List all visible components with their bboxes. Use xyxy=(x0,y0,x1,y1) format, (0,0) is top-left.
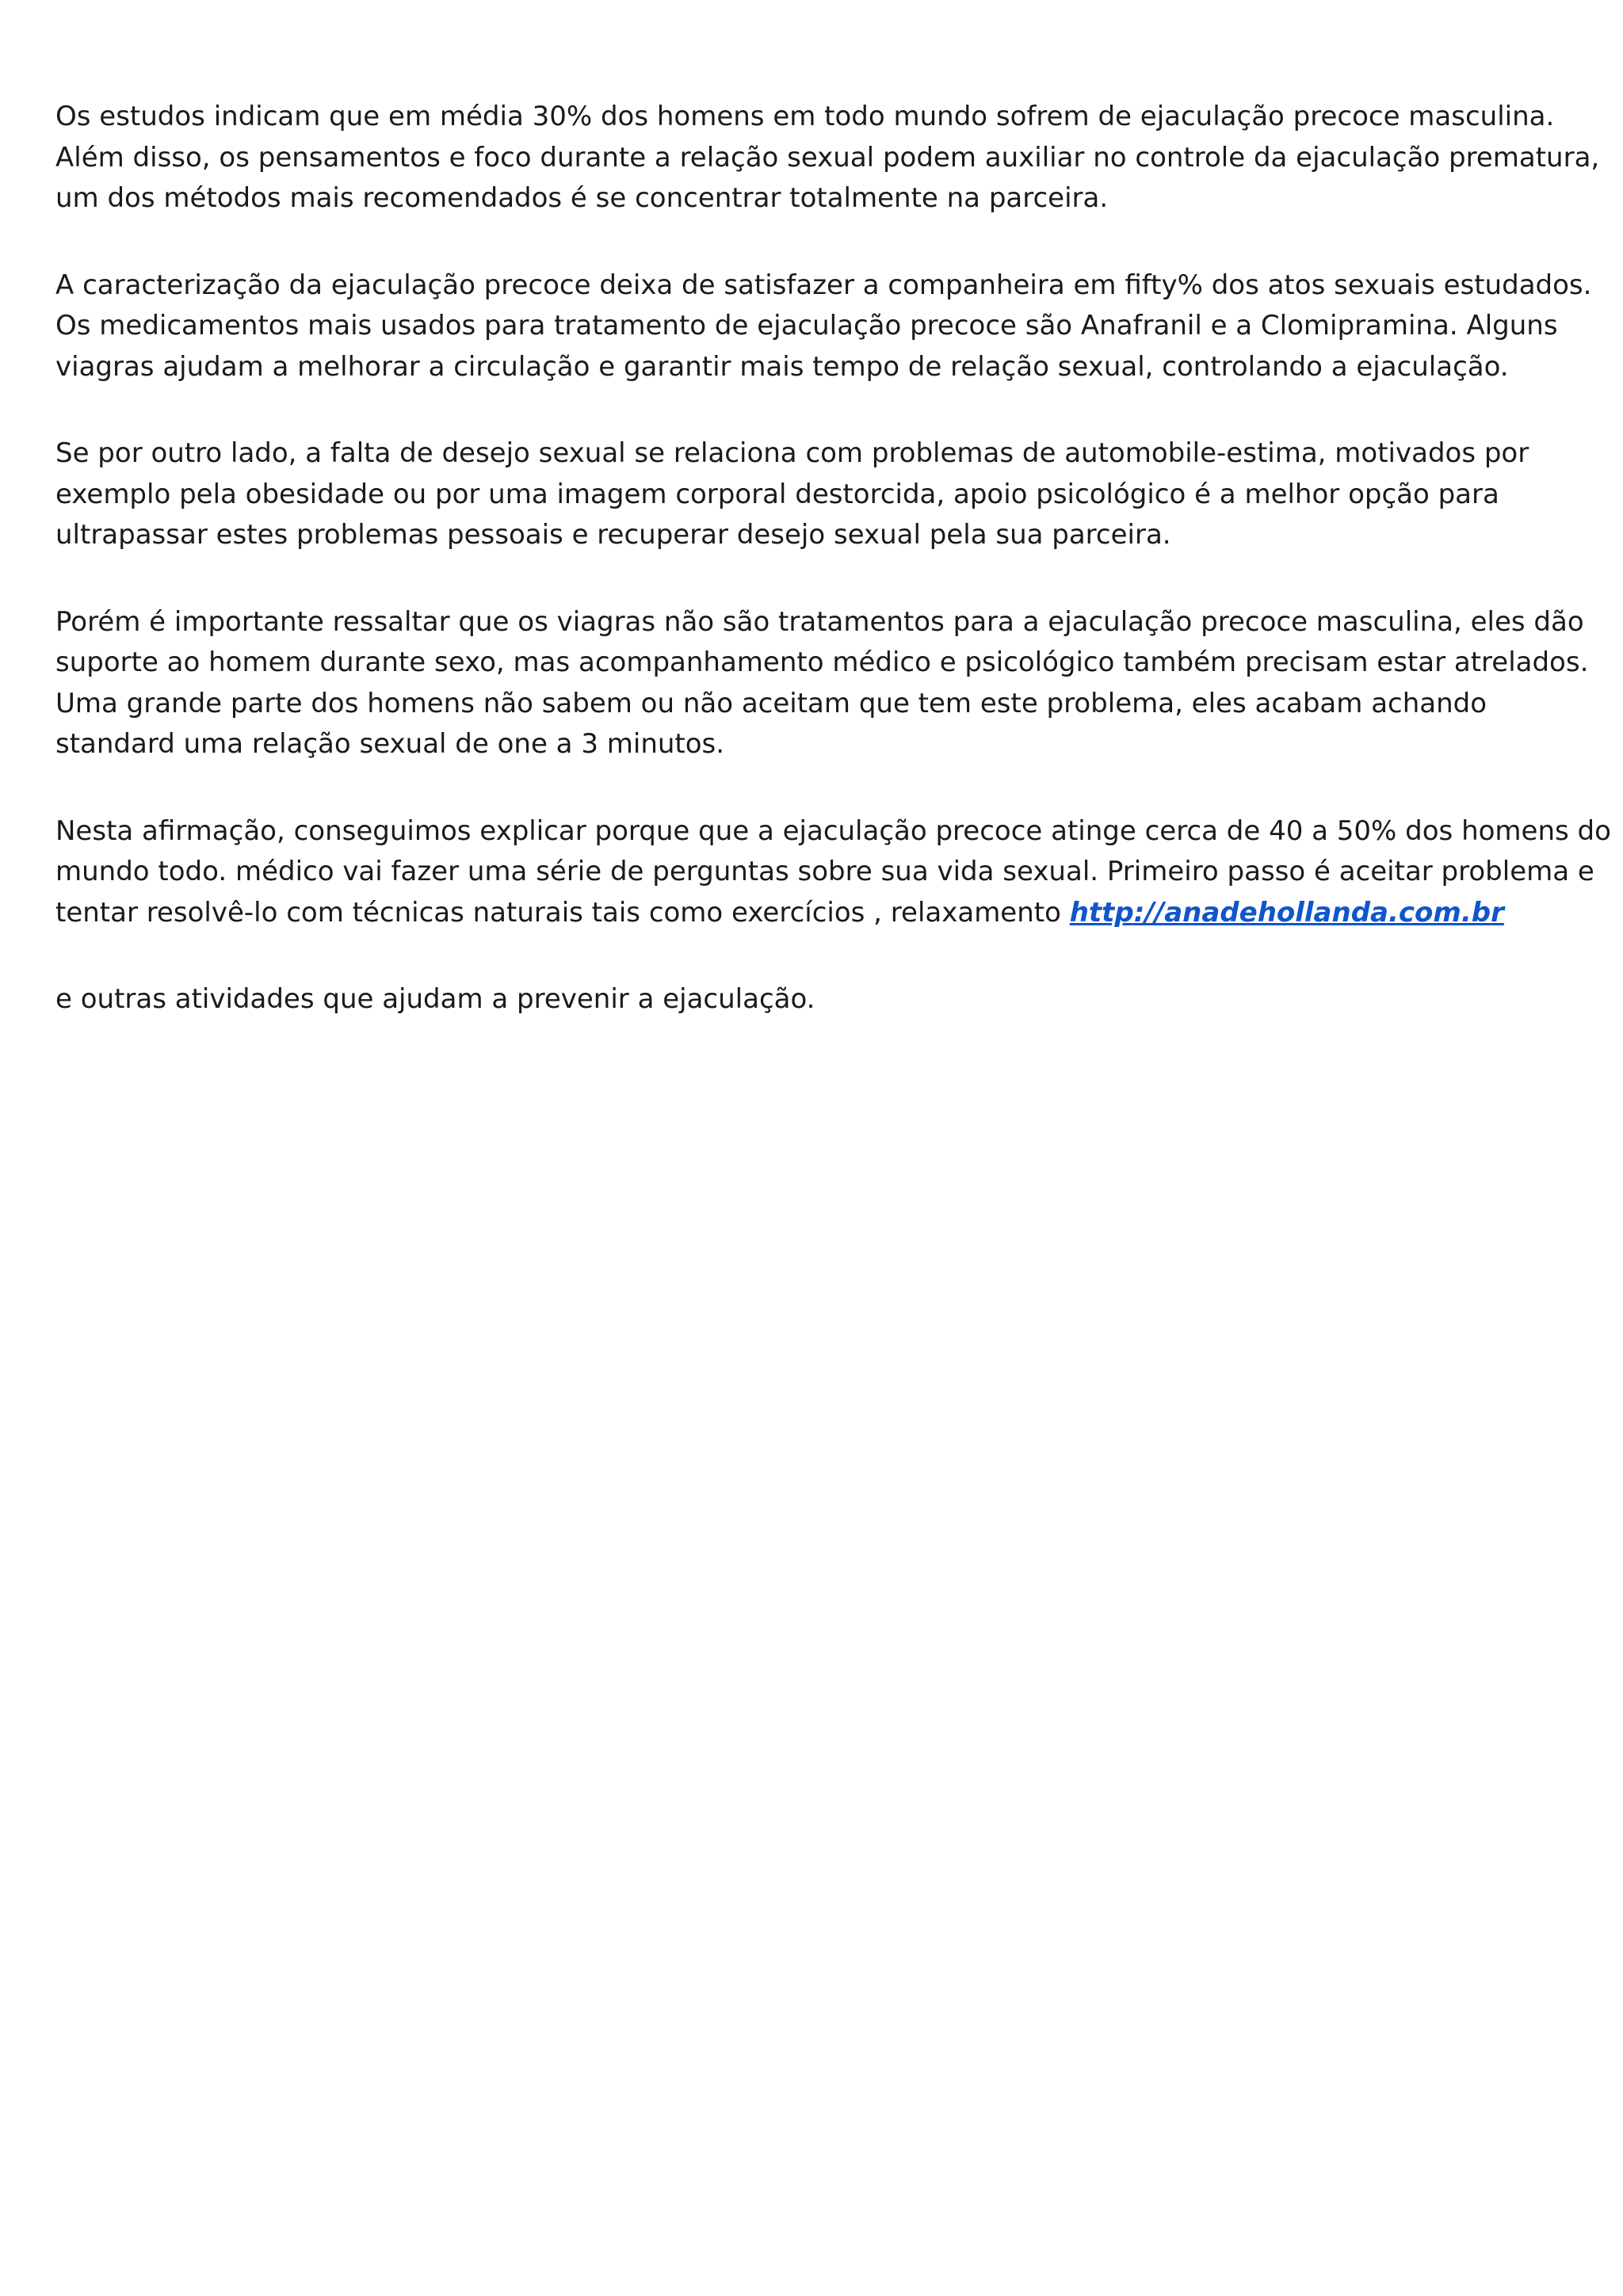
paragraph-line: Uma grande parte dos homens não sabem ou não aceitam que tem este problema, eles acabam achando xyxy=(55,687,1487,719)
paragraph-2 xyxy=(55,265,1592,388)
paragraph-4 xyxy=(55,602,1589,765)
paragraph-line: viagras ajudam a melhorar a circulação e garantir mais tempo de relação sexual, controlando a ejaculação. xyxy=(55,350,1509,383)
paragraph-line: Porém é importante ressaltar que os viagras não são tratamentos para a ejaculação precoce masculina, eles dão xyxy=(55,605,1584,638)
paragraph-line-with-link xyxy=(55,893,1585,934)
paragraph-line: Além disso, os pensamentos e foco durante a relação sexual podem auxiliar no controle da ejaculação prematura, xyxy=(55,141,1600,174)
paragraph-line: um dos métodos mais recomendados é se concentrar totalmente na parceira. xyxy=(55,182,1109,214)
website-link[interactable]: http://anadehollanda.com.br xyxy=(1069,896,1504,929)
document-body xyxy=(55,97,1611,1066)
paragraph-line: Se por outro lado, a falta de desejo sexual se relaciona com problemas de automobile-estima, motivados por xyxy=(55,437,1529,469)
link-prefix-text: tentar resolvê-lo com técnicas naturais tais como exercícios , relaxamento xyxy=(55,896,1070,929)
paragraph-6 xyxy=(55,979,1585,1020)
paragraph-line: Nesta afirmação, conseguimos explicar porque que a ejaculação precoce atinge cerca de 40 a 50% dos homens do xyxy=(55,814,1611,847)
paragraph-3 xyxy=(55,433,1585,556)
paragraph-line: exemplo pela obesidade ou por uma imagem corporal destorcida, apoio psicológico é a melhor opção para xyxy=(55,478,1499,510)
paragraph-line: ultrapassar estes problemas pessoais e recuperar desejo sexual pela sua parceira. xyxy=(55,519,1171,551)
paragraph-line: e outras atividades que ajudam a prevenir a ejaculação. xyxy=(55,983,815,1015)
paragraph-line: Os medicamentos mais usados para tratamento de ejaculação precoce são Anafranil e a Clomipramina. Alguns xyxy=(55,310,1558,341)
paragraph-5 xyxy=(55,811,1611,934)
paragraph-1 xyxy=(55,97,1600,219)
paragraph-line: mundo todo. médico vai fazer uma série de perguntas sobre sua vida sexual. Primeiro passo é aceitar problema e xyxy=(55,856,1594,887)
paragraph-line: standard uma relação sexual de one a 3 minutos. xyxy=(55,728,725,760)
paragraph-line: Os estudos indicam que em média 30% dos homens em todo mundo sofrem de ejaculação precoce masculina. xyxy=(55,101,1555,132)
paragraph-line: suporte ao homem durante sexo, mas acompanhamento médico e psicológico também precisam estar atrelados. xyxy=(55,646,1589,678)
paragraph-line: A caracterização da ejaculação precoce deixa de satisfazer a companheira em fifty% dos atos sexuais estudados. xyxy=(55,269,1592,301)
